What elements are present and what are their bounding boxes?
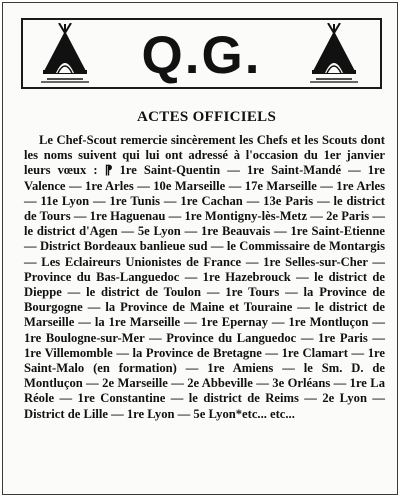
- tipi-tent-icon: [308, 23, 360, 85]
- page-title: Q.G.: [141, 26, 262, 85]
- article-text: Le Chef-Scout remercie sincèrement les Chefs et les Scouts dont les noms suivent qui lui ont adressé à l'occasion du 1er janvier leurs vœux : ⁋ 1re Saint-Quentin — 1re Saint-Mandé — 1re Valence — 1re Arles — 10e Marseille — 17e Marseille — 1re Arles — 11e Lyon — 1re Tunis — 1re Cachan — 13e Paris — le district de Tours — 1re Haguenau — 1re Montigny-lès-Metz — 2e Paris — le district d'Agen — 5e Lyon — 1re Beauvais — 1re Saint-Etienne — District Bordeaux banlieue sud — le Commissaire de Montargis — Les Eclaireurs Unionistes de France — 1re Selles-sur-Cher — Province du Bas-Languedoc — 1re Hazebrouck — le district de Dieppe — le district de Toulon — 1re Tours — la Province de Bourgogne — la Province de Maine et Touraine — le district de Marseille — la 1re Marseille — 1re Epernay — 1re Montluçon — 1re Boulogne-sur-Mer — Province du Languedoc — 1re Paris — 1re Villemomble — la Province de Bretagne — 1re Clamart — 1re Saint-Malo (en formation) — 1re Amiens — le Sm. D. de Montluçon — 2e Marseille — 2e Abbeville — 3e Orléans — 1re La Réole — 1re Constantine — le district de Reims — 2e Lyon — District de Lille — 1re Lyon — 5e Lyon*etc... etc...: [24, 133, 385, 421]
- page-frame: [2, 2, 398, 495]
- article-body: [24, 133, 385, 422]
- section-title: ACTES OFFICIELS: [137, 109, 277, 125]
- header-box: [21, 18, 382, 89]
